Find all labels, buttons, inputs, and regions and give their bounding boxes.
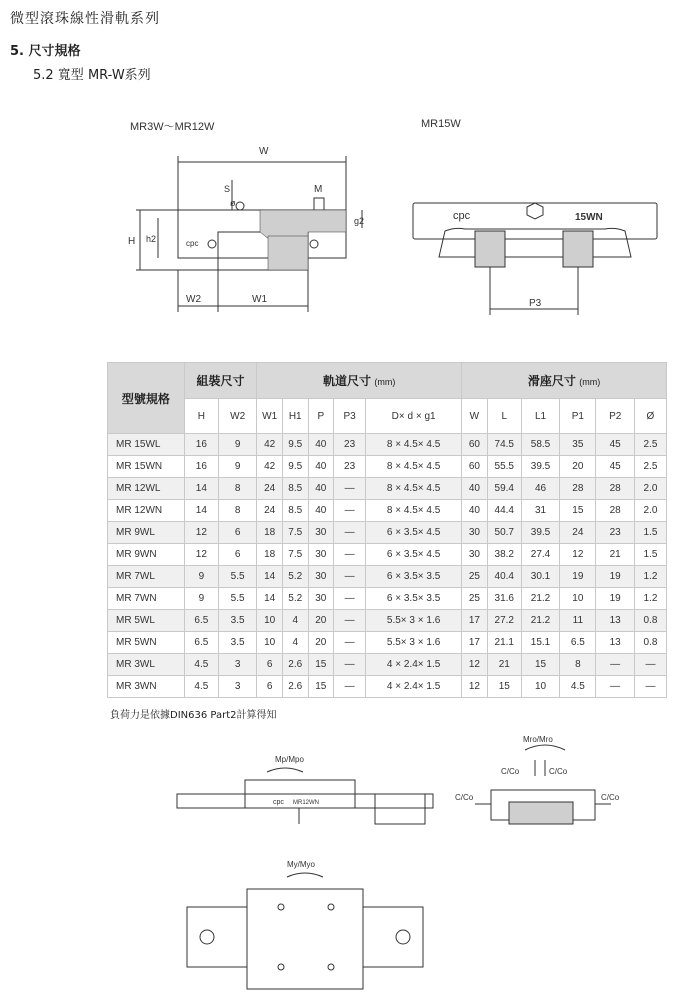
value-cell: 35 [560,434,596,456]
value-cell: 5.2 [282,566,308,588]
value-cell: 16 [184,434,218,456]
value-cell: 23 [596,522,634,544]
value-cell: 14 [257,566,283,588]
value-cell: 13 [596,610,634,632]
value-cell: 60 [462,434,488,456]
value-cell: — [334,632,366,654]
value-cell: 6 × 3.5× 3.5 [366,566,462,588]
value-cell: — [334,676,366,698]
model-cell: MR 7WL [108,566,185,588]
value-cell: 6 [218,544,256,566]
reverse-label: C/Co [549,767,568,776]
value-cell: 28 [596,500,634,522]
value-cell: 15 [487,676,521,698]
value-cell: 19 [560,566,596,588]
yaw-moment-diagram [185,855,425,995]
value-cell: 12 [184,544,218,566]
value-cell: 10 [257,610,283,632]
table-row [108,588,667,610]
value-cell: 2.6 [282,676,308,698]
table-group-header-row [108,363,667,399]
value-cell: 1.5 [634,522,666,544]
label-h2: h2 [146,234,157,244]
value-cell: 4 [282,610,308,632]
value-cell: 9 [184,566,218,588]
side-model: MR12WN [293,800,320,806]
value-cell: 9.5 [282,434,308,456]
value-cell: 2.0 [634,478,666,500]
value-cell: 50.7 [487,522,521,544]
value-cell: 20 [308,632,334,654]
value-cell: — [334,566,366,588]
value-cell: 59.4 [487,478,521,500]
radial-label: C/Co [501,767,520,776]
value-cell: 14 [184,500,218,522]
value-cell: 8 × 4.5× 4.5 [366,478,462,500]
value-cell: 9 [184,588,218,610]
value-cell: 8 × 4.5× 4.5 [366,456,462,478]
label-h: H [128,236,136,247]
value-cell: 9 [218,434,256,456]
lateral-left-label: C/Co [455,793,474,802]
label-phi: ø [230,198,236,208]
table-row [108,522,667,544]
value-cell: 30 [462,544,488,566]
label-g2: g2 [354,216,365,226]
sub-header-cell: H1 [282,399,308,434]
pitch-arrow [267,768,303,772]
value-cell: 24 [257,500,283,522]
subsection-title: 5.2 寬型 MR-W系列 [33,68,151,83]
sub-header-cell: L [487,399,521,434]
model-cell: MR 7WN [108,588,185,610]
value-cell: 12 [184,522,218,544]
value-cell: 8 [560,654,596,676]
model-cell: MR 12WL [108,478,185,500]
value-cell: — [596,654,634,676]
pitch-moment-diagram [175,750,435,830]
value-cell: 28 [596,478,634,500]
value-cell: 18 [257,544,283,566]
model-cell: MR 15WN [108,456,185,478]
header-model: 型號規格 [108,363,185,434]
value-cell: 40 [308,478,334,500]
roll-label: Mro/Mro [523,735,553,744]
value-cell: 8 × 4.5× 4.5 [366,434,462,456]
value-cell: 27.4 [521,544,559,566]
value-cell: 7.5 [282,544,308,566]
sub-header-cell: D× d × g1 [366,399,462,434]
value-cell: 42 [257,434,283,456]
value-cell: 4 × 2.4× 1.5 [366,654,462,676]
sub-header-cell: P [308,399,334,434]
value-cell: 40 [308,500,334,522]
value-cell: 21 [487,654,521,676]
model-cell: MR 15WL [108,434,185,456]
value-cell: 10 [521,676,559,698]
value-cell: 5.2 [282,588,308,610]
table-row [108,632,667,654]
roll-moment-diagram [455,730,635,830]
header-block: 滑座尺寸 (mm) [462,363,667,399]
block-logo: cpc [186,239,199,248]
label-w2: W2 [186,294,201,305]
left-diagram-title: MR3W～MR12W [130,121,215,133]
value-cell: 18 [257,522,283,544]
value-cell: 5.5× 3 × 1.6 [366,632,462,654]
mr3w-mr12w-cross-section [100,140,370,320]
footnote: 負荷力是依據DIN636 Part2計算得知 [110,710,277,721]
yaw-label: My/Myo [287,860,315,869]
value-cell: 8 [218,478,256,500]
label-s: S [224,184,231,194]
yaw-arrow [287,873,323,877]
model-cell: MR 3WL [108,654,185,676]
value-cell: — [334,500,366,522]
model-cell: MR 12WN [108,500,185,522]
sub-header-cell: P2 [596,399,634,434]
value-cell: 23 [334,456,366,478]
value-cell: 21.1 [487,632,521,654]
value-cell: 3.5 [218,610,256,632]
value-cell: 2.5 [634,456,666,478]
value-cell: 40 [462,478,488,500]
value-cell: 20 [560,456,596,478]
value-cell: — [334,522,366,544]
value-cell: 24 [257,478,283,500]
value-cell: 40.4 [487,566,521,588]
header-rail: 軌道尺寸 (mm) [257,363,462,399]
value-cell: 27.2 [487,610,521,632]
table-row [108,676,667,698]
value-cell: 12 [560,544,596,566]
sub-header-cell: L1 [521,399,559,434]
value-cell: 9.5 [282,456,308,478]
label-p3: P3 [529,298,542,309]
value-cell: 3 [218,654,256,676]
table-row [108,434,667,456]
value-cell: 46 [521,478,559,500]
value-cell: 4.5 [184,654,218,676]
value-cell: — [334,544,366,566]
label-w1: W1 [252,294,267,305]
value-cell: 19 [596,566,634,588]
label-w: W [259,146,269,157]
value-cell: 6 [257,676,283,698]
value-cell: 39.5 [521,456,559,478]
table-row [108,500,667,522]
value-cell: 9 [218,456,256,478]
model-cell: MR 5WL [108,610,185,632]
table-row [108,478,667,500]
value-cell: 38.2 [487,544,521,566]
value-cell: — [634,676,666,698]
value-cell: 1.2 [634,588,666,610]
value-cell: 42 [257,456,283,478]
value-cell: 2.6 [282,654,308,676]
value-cell: 14 [184,478,218,500]
value-cell: 31 [521,500,559,522]
sub-header-cell: P1 [560,399,596,434]
sub-header-cell: H [184,399,218,434]
table-row [108,610,667,632]
value-cell: 10 [257,632,283,654]
table-body [108,434,667,698]
table-row [108,566,667,588]
value-cell: 3 [218,676,256,698]
value-cell: 6.5 [560,632,596,654]
model-cell: MR 5WN [108,632,185,654]
value-cell: 58.5 [521,434,559,456]
value-cell: 28 [560,478,596,500]
right-diagram-title: MR15W [421,118,461,130]
section-title: 5. 尺寸規格 [10,44,81,59]
value-cell: 12 [462,676,488,698]
value-cell: 30 [308,588,334,610]
value-cell: 3.5 [218,632,256,654]
sub-header-cell: P3 [334,399,366,434]
pitch-label: Mp/Mpo [275,755,304,764]
value-cell: 17 [462,632,488,654]
value-cell: 0.8 [634,610,666,632]
label-m: M [314,184,323,195]
value-cell: 23 [334,434,366,456]
value-cell: 15.1 [521,632,559,654]
value-cell: 8 × 4.5× 4.5 [366,500,462,522]
value-cell: 5.5 [218,566,256,588]
value-cell: 74.5 [487,434,521,456]
table-row [108,456,667,478]
value-cell: 21 [596,544,634,566]
block-model: 15WN [575,212,603,223]
value-cell: 2.5 [634,434,666,456]
value-cell: 4.5 [560,676,596,698]
value-cell: 4 [282,632,308,654]
sub-header-cell: W [462,399,488,434]
value-cell: 25 [462,588,488,610]
value-cell: 1.5 [634,544,666,566]
roll-arrow [525,745,565,750]
value-cell: 20 [308,610,334,632]
value-cell: 21.2 [521,588,559,610]
sub-header-cell: Ø [634,399,666,434]
sub-header-cell: W1 [257,399,283,434]
value-cell: 39.5 [521,522,559,544]
model-cell: MR 9WL [108,522,185,544]
value-cell: 40 [462,500,488,522]
value-cell: — [334,610,366,632]
value-cell: 30.1 [521,566,559,588]
value-cell: — [334,478,366,500]
model-cell: MR 9WN [108,544,185,566]
mr15w-cross-section [405,195,665,325]
series-title: 微型滾珠線性滑軌系列 [10,11,160,27]
value-cell: 0.8 [634,632,666,654]
value-cell: 4 × 2.4× 1.5 [366,676,462,698]
value-cell: 19 [596,588,634,610]
value-cell: 6 × 3.5× 4.5 [366,544,462,566]
value-cell: 55.5 [487,456,521,478]
value-cell: 12 [462,654,488,676]
value-cell: 10 [560,588,596,610]
value-cell: 6 × 3.5× 3.5 [366,588,462,610]
value-cell: 44.4 [487,500,521,522]
table-row [108,654,667,676]
value-cell: 6.5 [184,632,218,654]
value-cell: 21.2 [521,610,559,632]
model-cell: MR 3WN [108,676,185,698]
value-cell: 5.5× 3 × 1.6 [366,610,462,632]
value-cell: — [334,588,366,610]
sub-header-cell: W2 [218,399,256,434]
value-cell: 8 [218,500,256,522]
value-cell: 15 [308,676,334,698]
value-cell: 25 [462,566,488,588]
value-cell: 15 [560,500,596,522]
table-row [108,544,667,566]
value-cell: 6.5 [184,610,218,632]
value-cell: 30 [462,522,488,544]
value-cell: 45 [596,456,634,478]
block-outline [413,203,657,239]
value-cell: 6 [218,522,256,544]
value-cell: — [634,654,666,676]
value-cell: — [596,676,634,698]
value-cell: 17 [462,610,488,632]
side-logo: cpc [273,799,284,806]
value-cell: 8.5 [282,478,308,500]
header-assembly: 組裝尺寸 [184,363,257,399]
value-cell: 24 [560,522,596,544]
value-cell: 6 × 3.5× 4.5 [366,522,462,544]
value-cell: 4.5 [184,676,218,698]
value-cell: 11 [560,610,596,632]
value-cell: 15 [308,654,334,676]
value-cell: 8.5 [282,500,308,522]
table-sub-header-row [108,399,667,434]
value-cell: 6 [257,654,283,676]
spec-table [107,362,667,698]
block-logo: cpc [453,210,471,222]
value-cell: 14 [257,588,283,610]
value-cell: 13 [596,632,634,654]
value-cell: 60 [462,456,488,478]
value-cell: 15 [521,654,559,676]
value-cell: 16 [184,456,218,478]
value-cell: 30 [308,522,334,544]
value-cell: 30 [308,544,334,566]
value-cell: 2.0 [634,500,666,522]
rail-outline [439,228,631,257]
value-cell: 45 [596,434,634,456]
value-cell: — [334,654,366,676]
value-cell: 5.5 [218,588,256,610]
value-cell: 7.5 [282,522,308,544]
value-cell: 40 [308,456,334,478]
value-cell: 1.2 [634,566,666,588]
lateral-right-label: C/Co [601,793,620,802]
value-cell: 31.6 [487,588,521,610]
value-cell: 40 [308,434,334,456]
value-cell: 30 [308,566,334,588]
